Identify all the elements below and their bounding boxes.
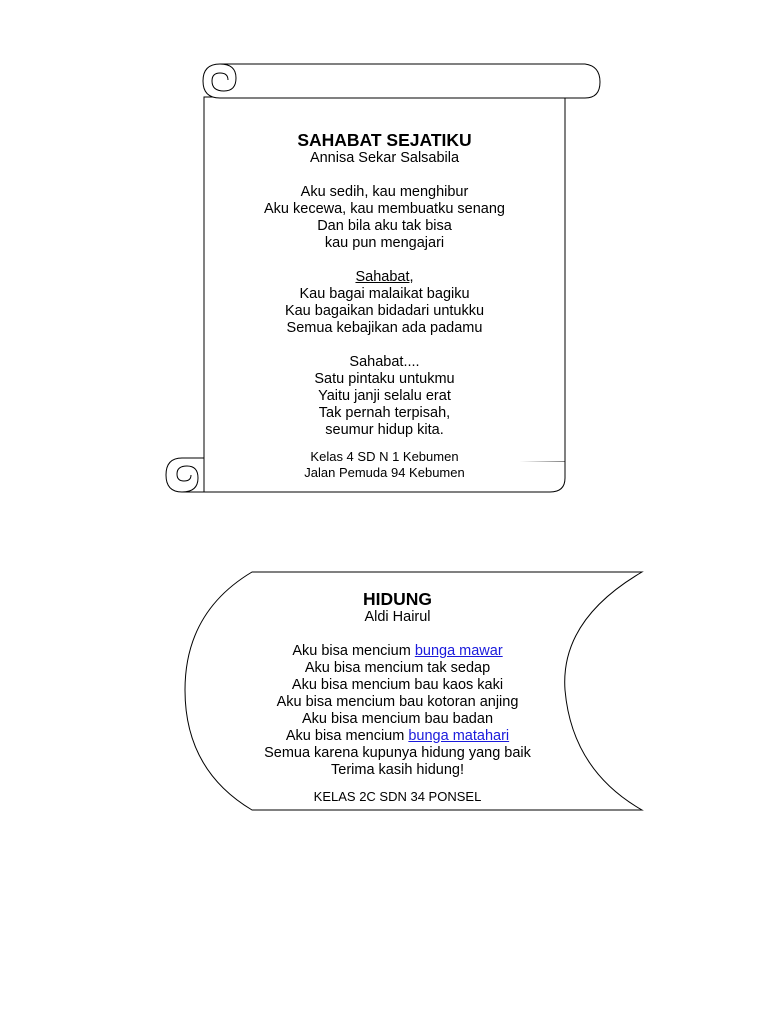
link-bunga-matahari[interactable]: bunga matahari bbox=[408, 728, 510, 744]
line-prefix: Aku bisa mencium bbox=[292, 643, 415, 659]
underlined-word: Sahabat bbox=[355, 269, 410, 285]
poem-title: SAHABAT SEJATIKU bbox=[297, 130, 472, 150]
poem-footer-class: KELAS 2C SDN 34 PONSEL bbox=[313, 789, 482, 804]
poem-line: kau pun mengajari bbox=[324, 235, 445, 251]
poem-author: Aldi Hairul bbox=[364, 609, 431, 625]
poem-line: Kau bagaikan bidadari untukku bbox=[284, 303, 485, 319]
poem-line: Aku sedih, kau menghibur bbox=[300, 184, 469, 200]
poem-line bbox=[200, 728, 595, 745]
poem-line: Aku bisa mencium bau badan bbox=[301, 711, 494, 727]
poem-line: Yaitu janji selalu erat bbox=[318, 388, 451, 404]
poem-hidung bbox=[200, 589, 595, 805]
poem-line: Terima kasih hidung! bbox=[331, 762, 464, 778]
punctuation: , bbox=[409, 269, 414, 285]
poem-line: Kau bagai malaikat bagiku bbox=[299, 286, 470, 302]
poem-line: Aku bisa mencium tak sedap bbox=[304, 660, 491, 676]
link-bunga-mawar[interactable]: bunga mawar bbox=[414, 643, 503, 659]
poem-line bbox=[200, 643, 595, 660]
line-prefix: Aku bisa mencium bbox=[285, 728, 409, 744]
stanza-3 bbox=[204, 354, 565, 439]
poem-line: Tak pernah terpisah, bbox=[318, 405, 451, 421]
poem-line bbox=[204, 269, 565, 286]
poem-line: Semua karena kupunya hidung yang baik bbox=[264, 745, 531, 761]
stanza-1 bbox=[204, 184, 565, 252]
poem-title: HIDUNG bbox=[362, 589, 433, 609]
stanza-2 bbox=[204, 269, 565, 337]
poem-line: Aku bisa mencium bau kotoran anjing bbox=[276, 694, 519, 710]
poem-line: seumur hidup kita. bbox=[325, 422, 444, 438]
poem-line: Satu pintaku untukmu bbox=[314, 371, 455, 387]
poem-footer-address: Jalan Pemuda 94 Kebumen bbox=[304, 465, 465, 480]
poem-author: Annisa Sekar Salsabila bbox=[309, 150, 460, 166]
poem-footer-class: Kelas 4 SD N 1 Kebumen bbox=[310, 449, 459, 464]
poem-line: Dan bila aku tak bisa bbox=[317, 218, 452, 234]
poem-line: Aku kecewa, kau membuatku senang bbox=[264, 201, 505, 217]
poem-line: Sahabat.... bbox=[349, 354, 420, 370]
poem-sahabat-sejatiku bbox=[204, 130, 565, 481]
poem-line: Aku bisa mencium bau kaos kaki bbox=[291, 677, 504, 693]
poem-line: Semua kebajikan ada padamu bbox=[286, 320, 483, 336]
